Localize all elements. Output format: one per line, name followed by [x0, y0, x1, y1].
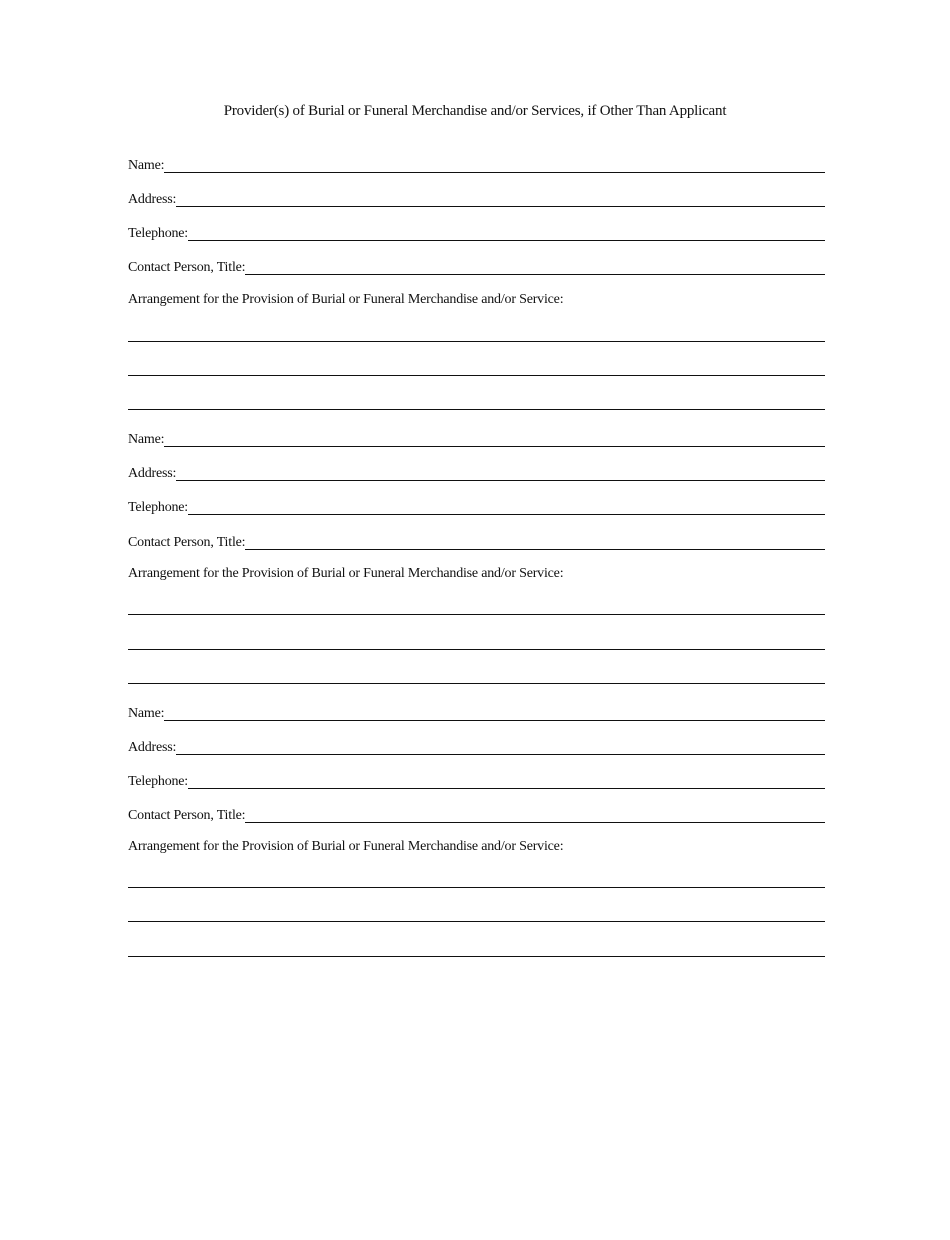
arrangement-line[interactable] — [128, 409, 825, 410]
telephone-field[interactable] — [188, 500, 825, 515]
contact-person-label: Contact Person, Title: — [128, 808, 246, 823]
page-title: Provider(s) of Burial or Funeral Merchandise and/or Services, if Other Than Applicant — [223, 103, 727, 119]
address-field[interactable] — [176, 192, 825, 207]
telephone-label: Telephone: — [128, 774, 188, 789]
arrangement-line[interactable] — [128, 887, 825, 888]
contact-person-label: Contact Person, Title: — [128, 535, 246, 550]
arrangement-line[interactable] — [128, 375, 825, 376]
provider-2-address-row — [128, 462, 825, 482]
provider-1-name-row — [128, 154, 825, 174]
arrangement-label: Arrangement for the Provision of Burial or Funeral Merchandise and/or Service: — [128, 839, 564, 854]
telephone-label: Telephone: — [128, 226, 188, 241]
arrangement-line[interactable] — [128, 683, 825, 684]
name-label: Name: — [128, 706, 165, 721]
address-label: Address: — [128, 740, 177, 755]
arrangement-label: Arrangement for the Provision of Burial or Funeral Merchandise and/or Service: — [128, 566, 564, 581]
contact-person-field[interactable] — [245, 260, 825, 275]
arrangement-line[interactable] — [128, 921, 825, 922]
name-field[interactable] — [164, 432, 825, 447]
arrangement-line[interactable] — [128, 649, 825, 650]
provider-3-address-row — [128, 736, 825, 756]
arrangement-line[interactable] — [128, 341, 825, 342]
name-field[interactable] — [164, 706, 825, 721]
provider-1-telephone-row — [128, 222, 825, 242]
arrangement-line[interactable] — [128, 956, 825, 957]
provider-2-contact-row — [128, 531, 825, 551]
contact-person-label: Contact Person, Title: — [128, 260, 246, 275]
arrangement-label: Arrangement for the Provision of Burial or Funeral Merchandise and/or Service: — [128, 292, 564, 307]
address-label: Address: — [128, 466, 177, 481]
address-field[interactable] — [176, 466, 825, 481]
name-label: Name: — [128, 432, 165, 447]
provider-2-telephone-row — [128, 496, 825, 516]
name-label: Name: — [128, 158, 165, 173]
provider-1-address-row — [128, 188, 825, 208]
address-field[interactable] — [176, 740, 825, 755]
telephone-field[interactable] — [188, 226, 825, 241]
provider-3-telephone-row — [128, 770, 825, 790]
telephone-field[interactable] — [188, 774, 825, 789]
address-label: Address: — [128, 192, 177, 207]
contact-person-field[interactable] — [245, 808, 825, 823]
provider-1-contact-row — [128, 256, 825, 276]
provider-3-contact-row — [128, 804, 825, 824]
arrangement-line[interactable] — [128, 614, 825, 615]
provider-2-name-row — [128, 428, 825, 448]
name-field[interactable] — [164, 158, 825, 173]
telephone-label: Telephone: — [128, 500, 188, 515]
contact-person-field[interactable] — [245, 535, 825, 550]
provider-3-name-row — [128, 702, 825, 722]
